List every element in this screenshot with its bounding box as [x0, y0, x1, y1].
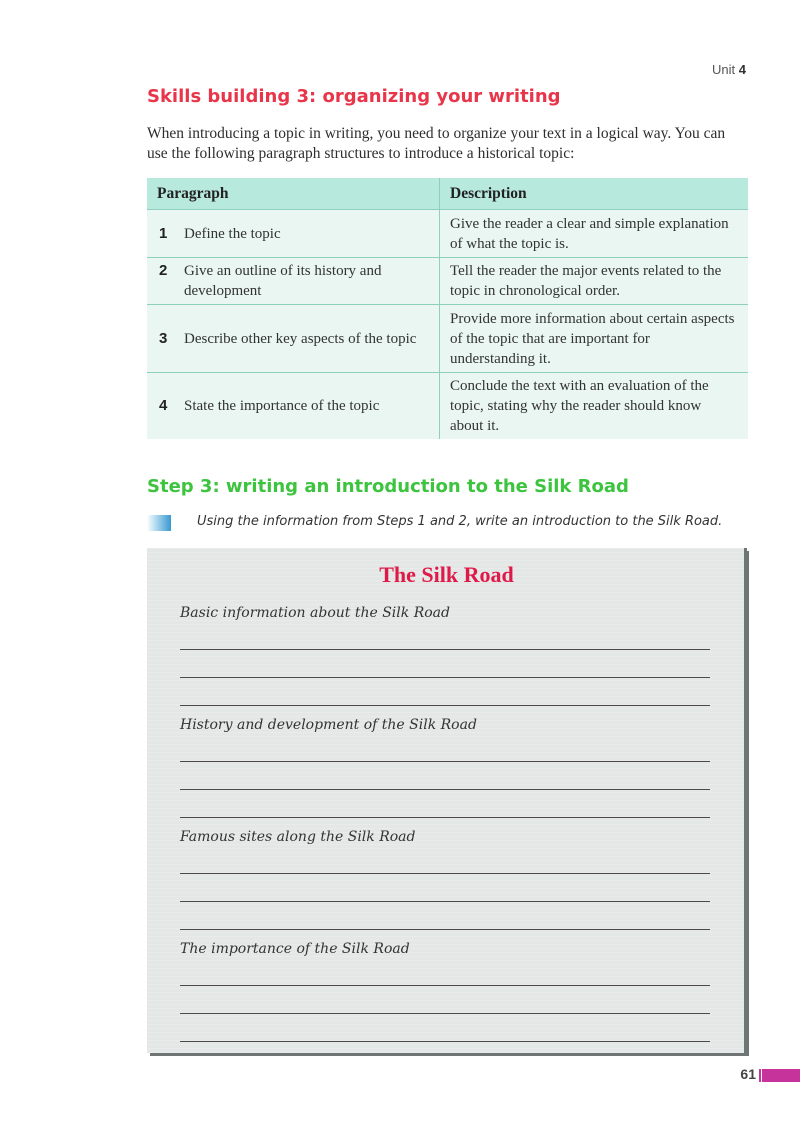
- writing-line[interactable]: [180, 985, 710, 986]
- section-label-basic-info: Basic information about the Silk Road: [180, 605, 450, 621]
- paragraph-text: State the importance of the topic: [184, 398, 380, 414]
- step-heading: Step 3: writing an introduction to the Silk Road: [147, 476, 629, 497]
- paragraph-text: Describe other key aspects of the topic: [184, 330, 417, 347]
- paragraph-structure-table: [147, 178, 748, 439]
- worksheet-title: The Silk Road: [379, 562, 514, 587]
- skills-heading: Skills building 3: organizing your writing: [147, 86, 561, 107]
- table-header-paragraph: Paragraph: [147, 178, 440, 210]
- section-label-importance: The importance of the Silk Road: [180, 941, 410, 957]
- row-number: 4: [159, 397, 168, 414]
- paragraph-text: Give an outline of its history and development: [184, 263, 382, 299]
- unit-label-text: Unit: [712, 62, 736, 77]
- paragraph-cell: [147, 373, 440, 440]
- table-row: [147, 258, 748, 305]
- description-cell: Provide more information about certain aspects of the topic that are important for understanding it.: [440, 305, 749, 373]
- table-row: [147, 210, 748, 258]
- writing-line[interactable]: [180, 901, 710, 902]
- writing-line[interactable]: [180, 929, 710, 930]
- writing-line[interactable]: [180, 873, 710, 874]
- writing-line[interactable]: [180, 817, 710, 818]
- row-number: 1: [159, 224, 168, 242]
- writing-line[interactable]: [180, 705, 710, 706]
- worksheet-edge: [744, 548, 747, 1053]
- table-row: [147, 373, 748, 440]
- writing-line[interactable]: [180, 789, 710, 790]
- page-marker-bar: [762, 1069, 800, 1082]
- table-header-description: Description: [440, 178, 749, 210]
- table-row: [147, 305, 748, 373]
- writing-line[interactable]: [180, 1041, 710, 1042]
- unit-label: [712, 62, 746, 77]
- description-cell: Give the reader a clear and simple explanation of what the topic is.: [440, 210, 749, 258]
- row-number: 2: [159, 262, 168, 279]
- page-marker-tick: [759, 1069, 761, 1082]
- intro-paragraph: When introducing a topic in writing, you need to organize your text in a logical way. You can use the following paragraph structures to introduce a historical topic:: [147, 125, 726, 162]
- unit-number: 4: [738, 62, 746, 77]
- description-cell: Tell the reader the major events related to the topic in chronological order.: [440, 258, 749, 305]
- table-header-row: [147, 178, 748, 210]
- writing-line[interactable]: [180, 649, 710, 650]
- row-number: 3: [159, 329, 168, 347]
- writing-line[interactable]: [180, 1013, 710, 1014]
- instruction-marker-icon: [147, 515, 171, 531]
- silk-road-worksheet: [147, 548, 746, 1053]
- page-number: 61: [740, 1066, 756, 1082]
- paragraph-text: Define the topic: [184, 225, 281, 242]
- section-label-history: History and development of the Silk Road: [180, 717, 477, 733]
- description-cell: Conclude the text with an evaluation of the topic, stating why the reader should know about it.: [440, 373, 749, 440]
- writing-line[interactable]: [180, 761, 710, 762]
- instruction-text: Using the information from Steps 1 and 2, write an introduction to the Silk Road.: [197, 514, 723, 529]
- paragraph-cell: [147, 210, 440, 258]
- paragraph-cell: [147, 258, 440, 305]
- paragraph-cell: [147, 305, 440, 373]
- section-label-famous-sites: Famous sites along the Silk Road: [180, 829, 416, 845]
- writing-line[interactable]: [180, 677, 710, 678]
